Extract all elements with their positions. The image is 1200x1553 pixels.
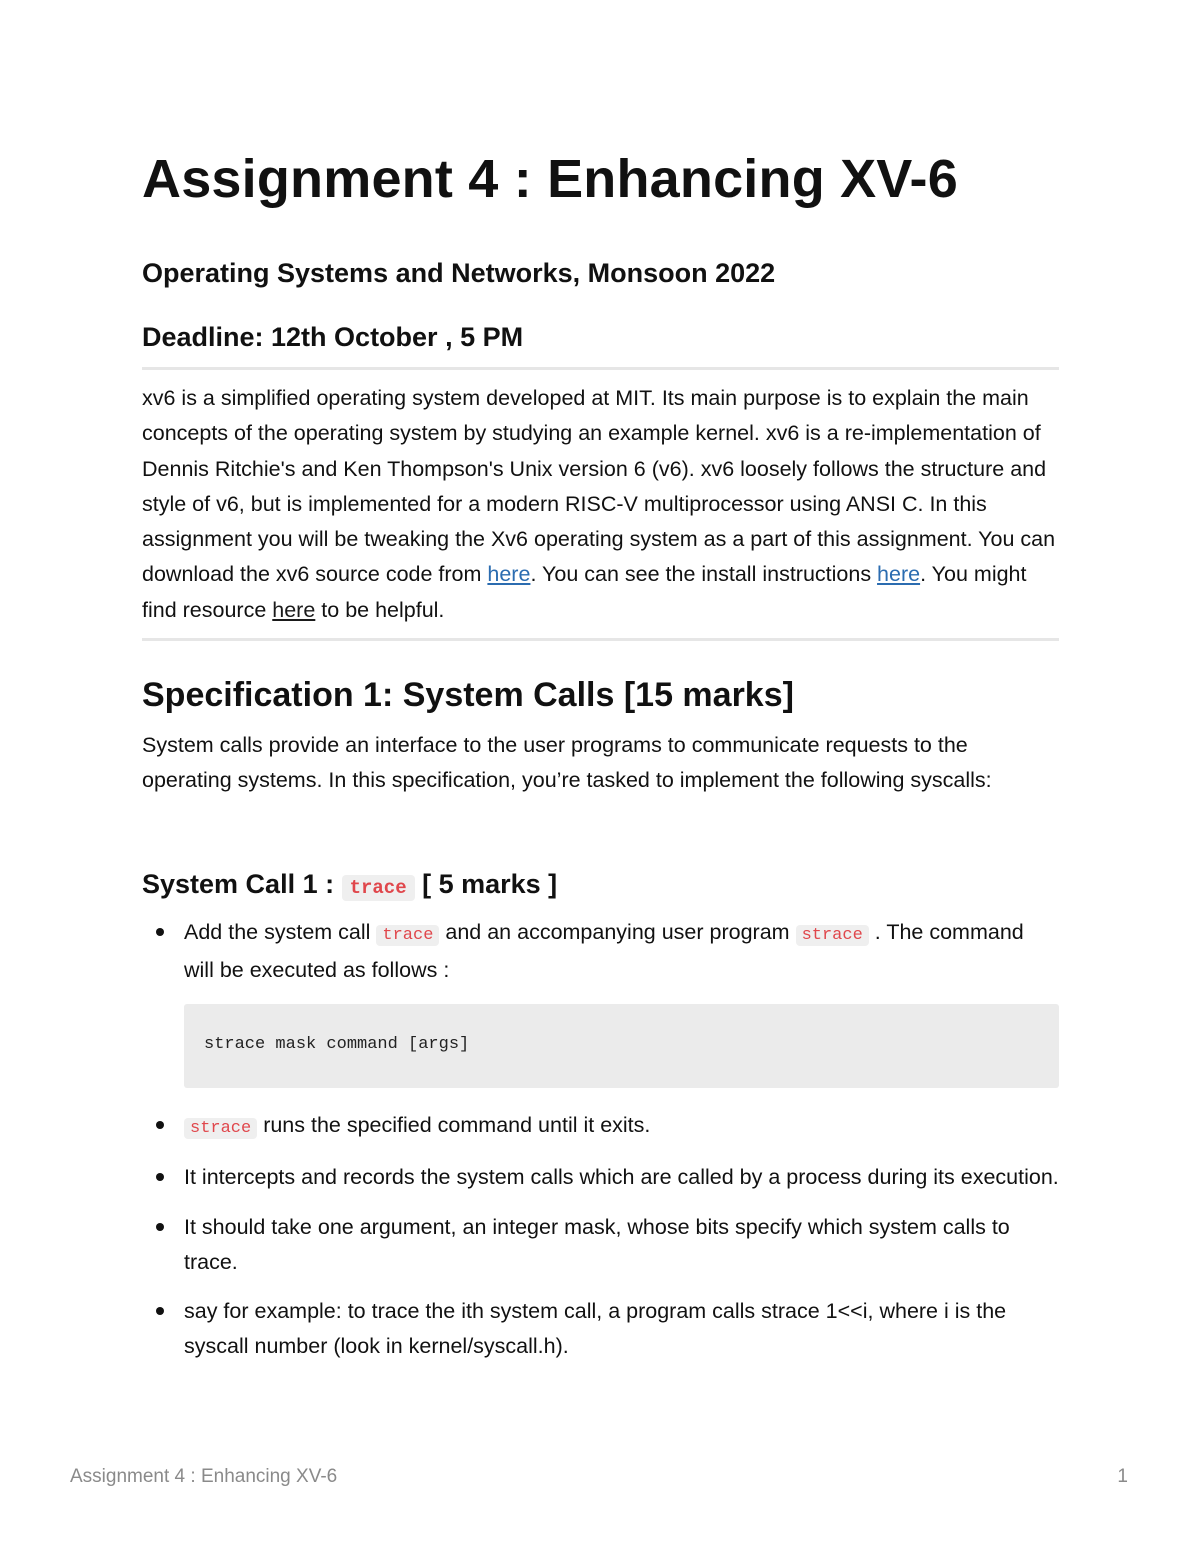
footer-page-number: 1 [1117, 1466, 1128, 1487]
intro-text-1: xv6 is a simplified operating system developed at MIT. Its main purpose is to explain the main concepts of the operating system by studying an example kernel. xv6 is a re-implementation of Dennis Ritchie's and Ken Thompson's Unix version 6 (v6). xv6 loosely follows the structure and style of v6, but is implemented for a modern RISC-V multiprocessor using ANSI C. In this assignment you will be tweaking the Xv6 operating system as a part of this assignment. You can download the xv6 source code from [142, 386, 1056, 587]
footer-title: Assignment 4 : Enhancing XV-6 [70, 1466, 338, 1487]
syscall1-heading-suffix: [ 5 marks ] [414, 869, 558, 899]
divider-middle [142, 638, 1059, 641]
intro-text-2: . You can see the install instructions [530, 562, 878, 587]
bullet1-text-1: Add the system call [184, 920, 377, 944]
bullet4-text: It should take one argument, an integer mask, whose bits specify which system calls to trace. [184, 1214, 1010, 1274]
bullet-dot-icon [156, 1173, 164, 1181]
source-code-link[interactable]: here [487, 562, 531, 587]
bullet-list-2 [142, 1108, 1059, 1365]
list-item [142, 1108, 1059, 1146]
code-block-text: strace mask command [args] [204, 1035, 470, 1054]
bullet-dot-icon [156, 1121, 164, 1129]
intro-text-4: to be helpful. [315, 597, 445, 622]
bullet1-code-1: trace [376, 925, 439, 946]
list-item [142, 915, 1059, 989]
bullet1-text-3: . The command will be executed as follows : [184, 920, 1024, 983]
bullet5-text: say for example: to trace the ith system call, a program calls strace 1<<i, where i is the syscall number (look in kernel/syscall.h). [184, 1299, 1007, 1359]
bullet1-code-2: strace [796, 925, 869, 946]
bullet3-text: It intercepts and records the system calls which are called by a process during its execution. [184, 1165, 1059, 1190]
spec1-description: System calls provide an interface to the user programs to communicate requests to the operating systems. In this specification, you’re tasked to implement the following syscalls: [142, 733, 992, 793]
resource-link[interactable]: here [272, 597, 316, 622]
deadline-heading: Deadline: 12th October , 5 PM [142, 322, 524, 352]
bullet-dot-icon [156, 928, 164, 936]
list-item [142, 1160, 1059, 1195]
syscall1-heading-code: trace [342, 875, 415, 901]
syscall1-heading-prefix: System Call 1 : [142, 869, 342, 899]
divider-top [142, 367, 1059, 370]
list-item [142, 1294, 1059, 1365]
install-instructions-link[interactable]: here [877, 562, 921, 587]
spec1-heading: Specification 1: System Calls [15 marks] [142, 676, 794, 714]
bullet1-text-2: and an accompanying user program [439, 920, 796, 944]
bullet-dot-icon [156, 1307, 164, 1315]
bullet-list-1 [142, 915, 1059, 989]
bullet-dot-icon [156, 1223, 164, 1231]
intro-paragraph [142, 381, 1059, 628]
bullet2-text: runs the specified command until it exits. [257, 1113, 651, 1137]
syscall1-heading [142, 864, 557, 908]
intro-text-3: . You might find resource [142, 562, 1027, 622]
list-item [142, 1210, 1059, 1281]
course-subtitle: Operating Systems and Networks, Monsoon 2022 [142, 258, 776, 288]
bullet2-code: strace [184, 1118, 257, 1139]
document-title: Assignment 4 : Enhancing XV-6 [142, 149, 958, 209]
code-block [184, 1004, 1059, 1088]
